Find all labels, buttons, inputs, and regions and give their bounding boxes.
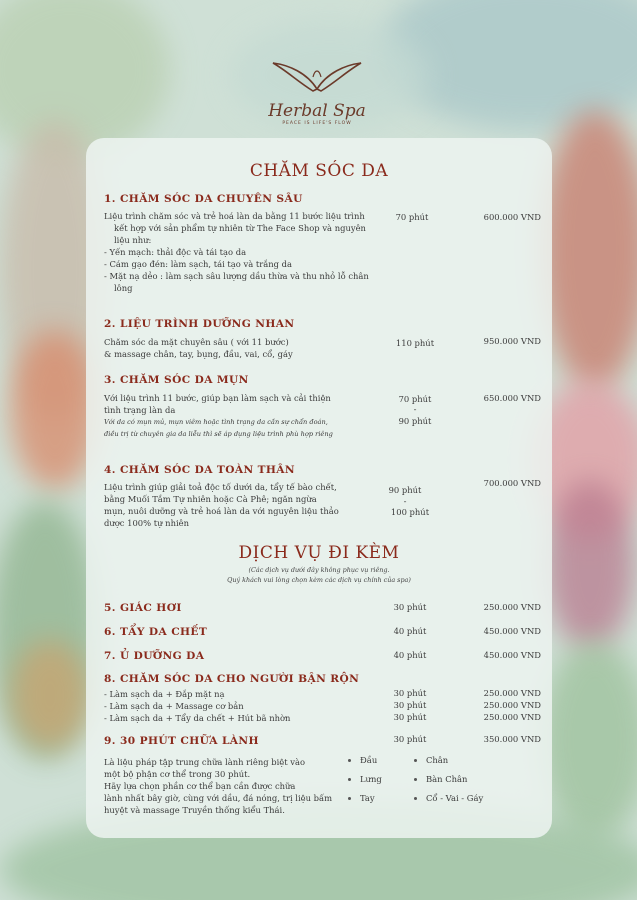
service-1-duration: 70 phút [395, 212, 429, 222]
service-3-duration-to: 90 phút [398, 416, 432, 426]
service-5-price: 250.000 VND [483, 602, 541, 612]
service-8-row-label: - Làm sạch da + Đắp mặt nạ [104, 689, 225, 699]
section-title-skin: CHĂM SÓC DA [249, 161, 389, 181]
body-part-item: Lưng [348, 774, 382, 784]
wings-icon [267, 55, 367, 103]
service-1-desc: Liệu trình chăm sóc và trẻ hoá làn da bằng 11 bước liệu trình kết hợp với sản phẩm tự nhiên từ The Face Shop và nguyên liệu như: - Yến mạch: thải độc và tái tạo da - Cám gạo đén: làm sạch, tái tạo và trắng da - Mặt nạ dẻo : làm sạch sâu lượng dầu thừa và thu nhỏ lỗ chân lông [104, 211, 369, 293]
body-part-item: Đầu [348, 755, 377, 765]
service-4-duration-from: 90 phút [388, 485, 422, 495]
service-3-desc: Với liệu trình 11 bước, giúp bạn làm sạch và cải thiện tình trạng làn da [104, 393, 331, 415]
brand-logo [262, 55, 372, 126]
service-7-title: 7. Ủ DƯỠNG DA [104, 650, 205, 662]
service-4-desc: Liệu trình giúp giải toả độc tố dưới da, tẩy tế bào chết, bằng Muối Tắm Tự nhiên hoặc Cà Phê; ngăn ngừa mụn, nuôi dưỡng và trẻ hoá làn da với nguyên liệu thảo dược 100% tự nhiên [104, 482, 339, 528]
brand-name: Herbal Spa [268, 101, 366, 121]
service-4-duration-dash: - [403, 496, 407, 506]
service-3-note: Với da có mụn mủ, mụn viêm hoặc tình trạng da cần sự chẩn đoán, điều trị từ chuyên gia da liễu thì sẽ áp dụng liệu trình phù hợp riêng [104, 418, 333, 438]
service-7-duration: 40 phút [393, 650, 427, 660]
service-6-title: 6. TẨY DA CHẾT [104, 626, 208, 638]
service-4-duration-to: 100 phút [390, 507, 430, 517]
service-7-price: 450.000 VND [483, 650, 541, 660]
service-4-price: 700.000 VND [483, 478, 541, 488]
service-3-title: 3. CHĂM SÓC DA MỤN [104, 374, 249, 386]
service-8-row-duration: 30 phút [393, 712, 427, 722]
service-8-row-label: - Làm sạch da + Tẩy da chết + Hút bã nhờn [104, 713, 291, 723]
service-4-title: 4. CHĂM SÓC DA TOÀN THÂN [104, 464, 296, 476]
service-9-price: 350.000 VND [483, 734, 541, 744]
service-3-duration-from: 70 phút [398, 394, 432, 404]
service-8-row-duration: 30 phút [393, 700, 427, 710]
service-9-desc: Là liệu pháp tập trung chữa lành riêng biệt vào một bộ phận cơ thể trong 30 phút. Hãy lựa chọn phần cơ thể bạn cần được chữa lành nhất bây giờ, cùng với dầu, đá nóng, trị liệu bấm huyệt và massage Truyền thống kiểu Thái. [104, 757, 333, 815]
service-8-row-price: 250.000 VND [483, 688, 541, 698]
service-8-row-duration: 30 phút [393, 688, 427, 698]
section-title-extra: DỊCH VỤ ĐI KÈM [238, 543, 400, 563]
extra-note-2: Quý khách vui lòng chọn kèm các dịch vụ chính của spa) [227, 576, 411, 584]
brand-tagline: PEACE IS LIFE'S FLOW [282, 121, 352, 126]
body-part-item: Cổ - Vai - Gáy [414, 793, 483, 803]
service-1-price: 600.000 VND [483, 212, 541, 222]
service-2-desc: Chăm sóc da mặt chuyên sâu ( với 11 bước) & massage chân, tay, bụng, đầu, vai, cổ, gáy [104, 337, 293, 359]
service-6-price: 450.000 VND [483, 626, 541, 636]
body-part-item: Bàn Chân [414, 774, 467, 784]
service-5-duration: 30 phút [393, 602, 427, 612]
service-6-duration: 40 phút [393, 626, 427, 636]
service-2-duration: 110 phút [395, 338, 435, 348]
service-2-price: 950.000 VND [483, 336, 541, 346]
service-8-row-price: 250.000 VND [483, 700, 541, 710]
service-5-title: 5. GIÁC HƠI [104, 602, 182, 614]
body-part-item: Chân [414, 755, 448, 765]
service-9-title: 9. 30 PHÚT CHỮA LÀNH [104, 735, 259, 747]
service-1-title: 1. CHĂM SÓC DA CHUYÊN SÂU [104, 193, 303, 205]
service-2-title: 2. LIỆU TRÌNH DƯỠNG NHAN [104, 318, 295, 330]
service-8-title: 8. CHĂM SÓC DA CHO NGƯỜI BẬN RỘN [104, 673, 360, 685]
service-9-duration: 30 phút [393, 734, 427, 744]
service-3-price: 650.000 VND [483, 393, 541, 403]
body-part-item: Tay [348, 793, 375, 803]
extra-note-1: (Các dịch vụ dưới đây không phục vụ riêng. [248, 566, 390, 574]
service-8-row-label: - Làm sạch da + Massage cơ bản [104, 701, 244, 711]
service-3-duration-dash: - [413, 404, 417, 414]
service-8-row-price: 250.000 VND [483, 712, 541, 722]
